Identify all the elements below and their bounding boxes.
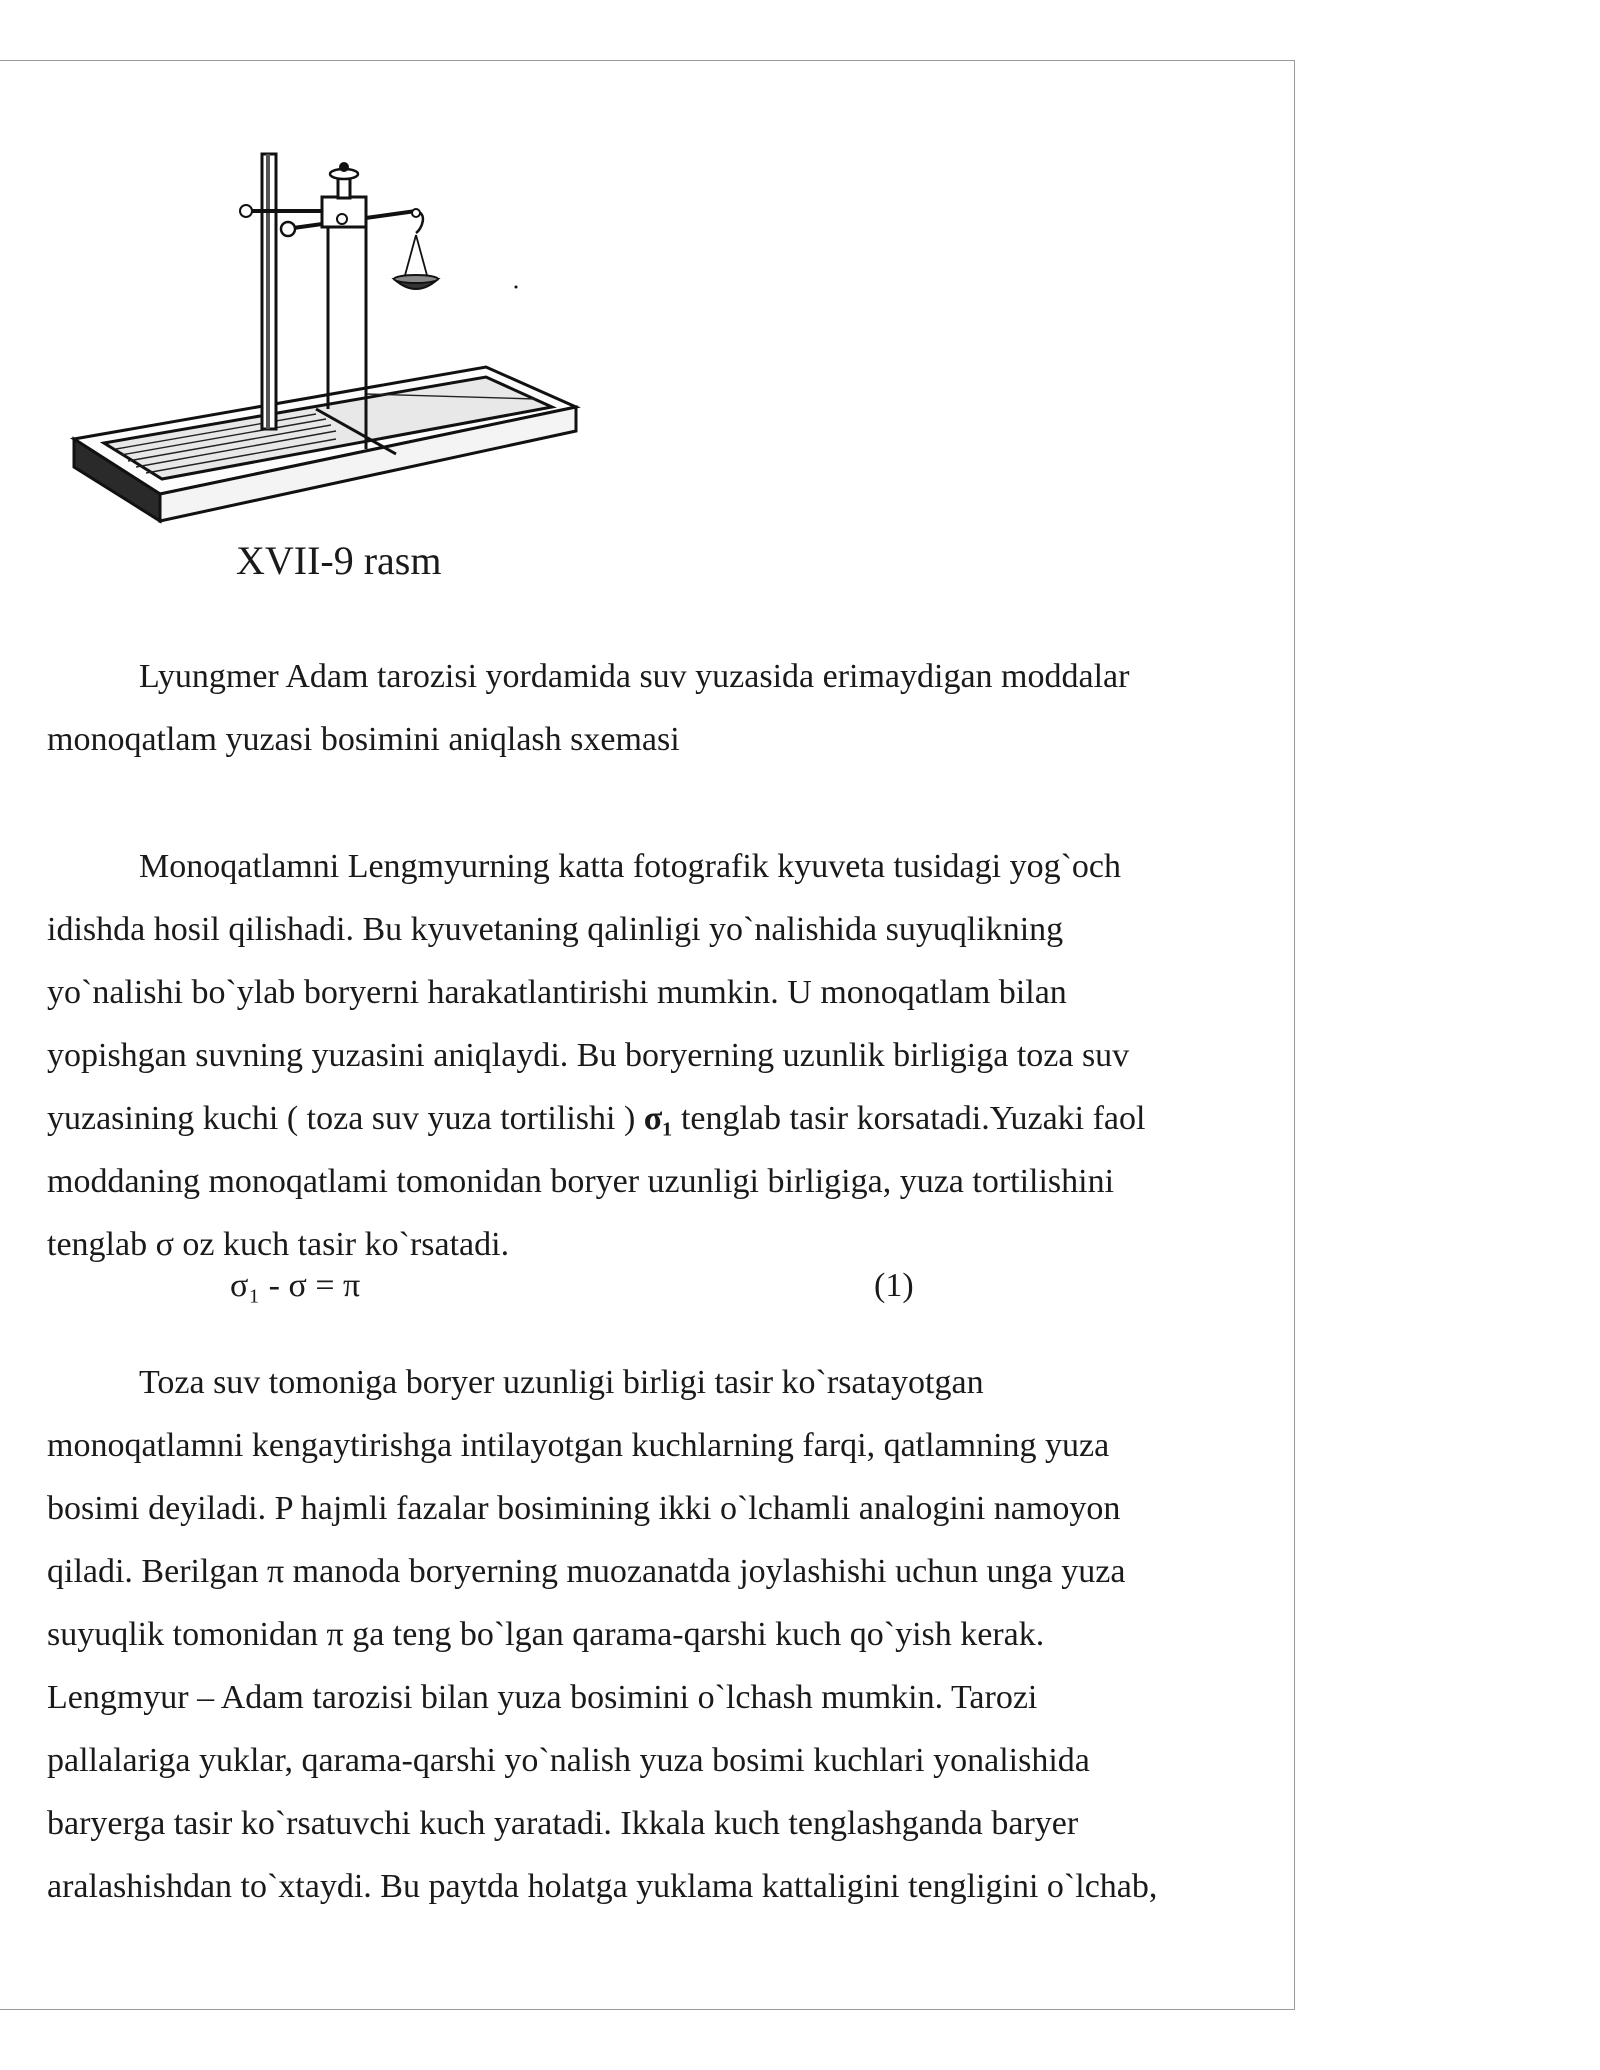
paragraph-line: qiladi. Berilgan π manoda boryerning muozanatda joylashishi uchun unga yuza <box>47 1553 1126 1590</box>
paragraph-line: Monoqatlamni Lengmyurning katta fotografik kyuveta tusidagi yog`och <box>139 848 1121 885</box>
paragraph-surface-pressure <box>47 1351 1247 1918</box>
paragraph-line: baryerga tasir ko`rsatuvchi kuch yaratadi. Ikkala kuch tenglashganda baryer <box>47 1805 1079 1842</box>
paragraph-line: suyuqlik tomonidan π ga teng bo`lgan qarama-qarshi kuch qo`yish kerak. <box>47 1616 1045 1653</box>
paragraph-line: monoqatlamni kengaytirishga intilayotgan kuchlarning farqi, qatlamning yuza <box>47 1427 1110 1464</box>
langmuir-adam-balance-figure <box>66 149 596 529</box>
figure-title-line: Lyungmer Adam tarozisi yordamida suv yuzasida erimaydigan moddalar <box>139 658 1130 695</box>
paragraph-line: aralashishdan to`xtaydi. Bu paytda holatga yuklama kattaligini tengligini o`lchab, <box>47 1868 1158 1905</box>
text-segment: yuzasining kuchi ( toza suv yuza tortilishi ) <box>47 1100 644 1137</box>
figure-caption: XVII-9 rasm <box>236 538 442 583</box>
paragraph-line <box>47 1087 1247 1150</box>
paragraph-line: idishda hosil qilishadi. Bu kyuvetaning qalinligi yo`nalishida suyuqlikning <box>47 911 1064 948</box>
paragraph-line: pallalariga yuklar, qarama-qarshi yo`nalish yuza bosimi kuchlari yonalishida <box>47 1742 1090 1779</box>
paragraph-monolayer <box>47 835 1247 1276</box>
paragraph-line: yo`nalishi bo`ylab boryerni harakatlantirishi mumkin. U monoqatlam bilan <box>47 974 1067 1011</box>
document-page <box>0 60 1295 2010</box>
formula-number: (1) <box>874 1267 914 1304</box>
paragraph-line: bosimi deyiladi. P hajmli fazalar bosimining ikki o`lchamli analogini namoyon <box>47 1490 1121 1527</box>
paragraph-line: Toza suv tomoniga boryer uzunligi birligi tasir ko`rsatayotgan <box>139 1364 984 1401</box>
figure-title-line: monoqatlam yuzasi bosimini aniqlash sxemasi <box>47 721 680 758</box>
paragraph-line: tenglab σ oz kuch tasir ko`rsatadi. <box>47 1226 510 1263</box>
paragraph-line: moddaning monoqatlami tomonidan boryer uzunligi birligiga, yuza tortilishini <box>47 1163 1115 1200</box>
paragraph-line: yopishgan suvning yuzasini aniqlaydi. Bu boryerning uzunlik birligiga toza suv <box>47 1037 1130 1074</box>
formula-expression: σ₁ - σ = π <box>230 1267 361 1304</box>
paragraph-line: Lengmyur – Adam tarozisi bilan yuza bosimini o`lchash mumkin. Tarozi <box>47 1679 1038 1716</box>
text-segment: tenglab tasir korsatadi.Yuzaki faol <box>672 1100 1146 1137</box>
figure-title <box>47 645 1247 771</box>
sigma-one-symbol: σ₁ <box>643 1100 673 1137</box>
balance-illustration <box>66 149 596 529</box>
